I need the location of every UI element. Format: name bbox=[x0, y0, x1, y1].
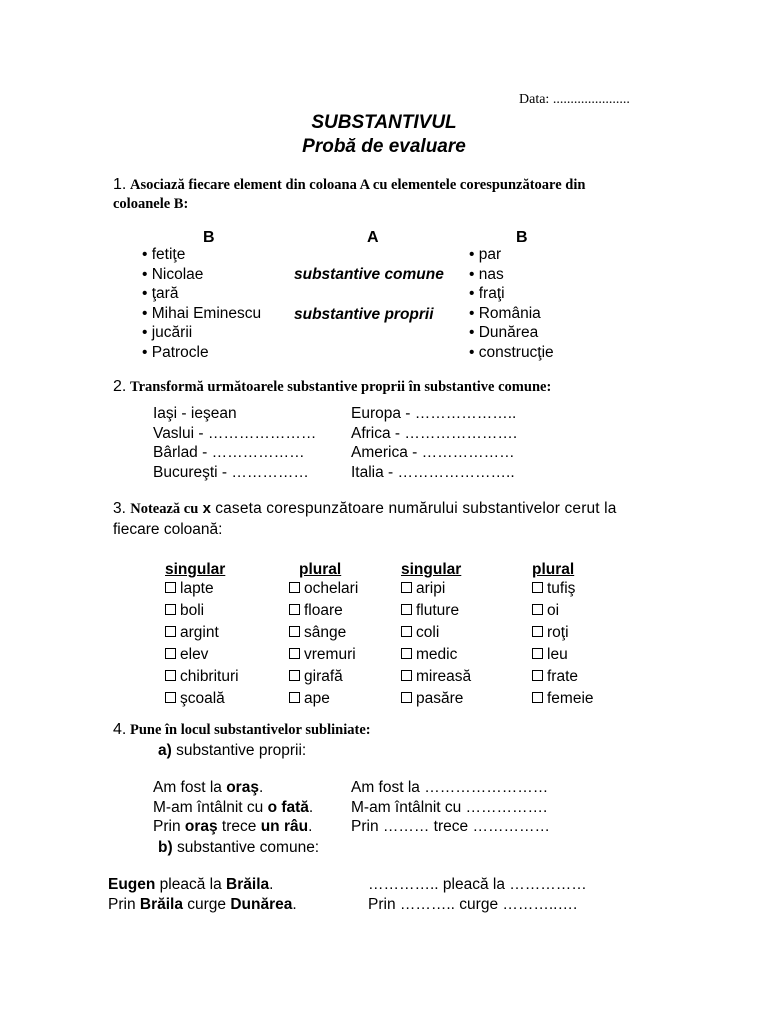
checkbox-label: pasăre bbox=[416, 690, 464, 707]
q4-a-answer: Am fost la …………………… bbox=[351, 779, 549, 796]
page-title: SUBSTANTIVUL bbox=[311, 112, 457, 133]
q1-mid-item: substantive comune bbox=[294, 266, 444, 283]
q4-a-row bbox=[153, 799, 313, 817]
q3-column-2 bbox=[289, 561, 358, 712]
underlined-noun: oraş bbox=[226, 779, 259, 796]
list-item: • construcţie bbox=[469, 343, 554, 361]
sentence-text: Am fost la bbox=[153, 779, 227, 796]
checkbox-item[interactable] bbox=[532, 690, 594, 712]
checkbox-item[interactable] bbox=[401, 690, 471, 712]
checkbox-label: chibrituri bbox=[180, 668, 239, 685]
checkbox-item[interactable] bbox=[165, 646, 239, 668]
checkbox-item[interactable] bbox=[532, 602, 594, 624]
list-item: • România bbox=[469, 304, 541, 322]
checkbox-item[interactable] bbox=[532, 646, 594, 668]
list-item: • Nicolae bbox=[142, 265, 204, 283]
q3-rest: caseta corespunzătoare numărului substantivelor cerut la bbox=[215, 500, 617, 517]
date-field: Data: ...................... bbox=[519, 92, 630, 107]
underlined-noun: Eugen bbox=[108, 876, 156, 893]
checkbox-item[interactable] bbox=[532, 668, 594, 690]
checkbox-icon[interactable] bbox=[165, 648, 176, 659]
q3-column-1 bbox=[165, 561, 239, 712]
q1-instruction-cont bbox=[113, 196, 188, 213]
q4-part-a bbox=[158, 742, 306, 760]
checkbox-icon[interactable] bbox=[532, 604, 543, 615]
checkbox-item[interactable] bbox=[289, 646, 358, 668]
list-item: • ţară bbox=[142, 285, 179, 302]
underlined-noun: un râu bbox=[260, 818, 309, 835]
sentence-text: . bbox=[258, 779, 264, 796]
checkbox-item[interactable] bbox=[165, 624, 239, 646]
q2-instruction-text: Transformă următoarele substantive proprii în substantive comune: bbox=[129, 379, 552, 395]
checkbox-label: sânge bbox=[304, 624, 347, 641]
sentence-text: Prin bbox=[108, 896, 140, 913]
q1-instruction bbox=[113, 176, 585, 194]
underlined-noun: o fată bbox=[267, 799, 309, 816]
checkbox-item[interactable] bbox=[165, 690, 239, 712]
checkbox-icon[interactable] bbox=[532, 692, 543, 703]
list-item: • Mihai Eminescu bbox=[142, 304, 262, 322]
q4-b-row bbox=[108, 896, 297, 914]
checkbox-icon[interactable] bbox=[289, 626, 300, 637]
checkbox-icon[interactable] bbox=[165, 582, 176, 593]
checkbox-icon[interactable] bbox=[401, 604, 412, 615]
checkbox-item[interactable] bbox=[289, 580, 358, 602]
checkbox-icon[interactable] bbox=[289, 692, 300, 703]
checkbox-label: lapte bbox=[180, 580, 214, 597]
sentence-text: . bbox=[269, 876, 274, 893]
checkbox-label: medic bbox=[416, 646, 458, 663]
checkbox-label: femeie bbox=[547, 690, 594, 707]
checkbox-label: fluture bbox=[416, 602, 460, 619]
q2-right-list bbox=[351, 405, 517, 483]
checkbox-icon[interactable] bbox=[532, 648, 543, 659]
list-item: Iaşi - ieşean bbox=[153, 405, 237, 422]
underlined-noun: Brăila bbox=[226, 876, 270, 893]
q1-head-right: B bbox=[516, 229, 528, 246]
list-item: Italia - ………………….. bbox=[351, 463, 515, 481]
q4-b-row bbox=[108, 876, 273, 894]
list-item: • fetiţe bbox=[142, 246, 186, 263]
list-item: • fraţi bbox=[469, 285, 505, 302]
checkbox-item[interactable] bbox=[401, 580, 471, 602]
checkbox-icon[interactable] bbox=[165, 692, 176, 703]
checkbox-label: vremuri bbox=[304, 646, 356, 663]
checkbox-label: oi bbox=[547, 602, 560, 619]
sentence-text: . bbox=[308, 799, 314, 816]
checkbox-item[interactable] bbox=[289, 668, 358, 690]
checkbox-item[interactable] bbox=[289, 624, 358, 646]
list-item: Africa - …………………. bbox=[351, 424, 518, 442]
list-item: Bucureşti - …………… bbox=[153, 463, 309, 481]
q2-instruction bbox=[113, 378, 551, 396]
q1-right-list bbox=[469, 246, 554, 363]
list-item: • Dunărea bbox=[469, 324, 539, 341]
sentence-text: pleacă la bbox=[155, 876, 227, 893]
checkbox-item[interactable] bbox=[401, 602, 471, 624]
underlined-noun: Brăila bbox=[139, 896, 183, 913]
q4-b-text: substantive comune: bbox=[176, 839, 320, 856]
checkbox-icon[interactable] bbox=[532, 582, 543, 593]
checkbox-label: boli bbox=[180, 602, 205, 619]
checkbox-item[interactable] bbox=[165, 602, 239, 624]
q3-column-3 bbox=[401, 561, 471, 712]
checkbox-icon[interactable] bbox=[401, 582, 412, 593]
checkbox-icon[interactable] bbox=[165, 604, 176, 615]
q1-head-mid: A bbox=[367, 229, 379, 246]
checkbox-icon[interactable] bbox=[289, 604, 300, 615]
list-item: Vaslui - ………………… bbox=[153, 424, 317, 442]
checkbox-label: aripi bbox=[416, 580, 446, 597]
checkbox-label: ochelari bbox=[304, 580, 359, 597]
q4-a-label: a) bbox=[158, 742, 172, 759]
checkbox-label: tufiş bbox=[547, 580, 576, 597]
q4-a-row bbox=[153, 779, 263, 797]
q4-b-answer: Prin ……….. curge ………..…. bbox=[368, 896, 578, 913]
checkbox-icon[interactable] bbox=[289, 670, 300, 681]
q1-head-left: B bbox=[203, 229, 215, 246]
checkbox-label: leu bbox=[547, 646, 568, 663]
q3-instruction bbox=[113, 500, 617, 518]
checkbox-icon[interactable] bbox=[401, 648, 412, 659]
checkbox-item[interactable] bbox=[532, 580, 594, 602]
underlined-noun: Dunărea bbox=[230, 896, 293, 913]
checkbox-icon[interactable] bbox=[289, 648, 300, 659]
checkbox-label: mireasă bbox=[416, 668, 472, 685]
checkbox-icon[interactable] bbox=[165, 626, 176, 637]
page-subtitle: Probă de evaluare bbox=[302, 136, 466, 157]
checkbox-icon[interactable] bbox=[165, 670, 176, 681]
checkbox-label: argint bbox=[180, 624, 219, 641]
checkbox-icon[interactable] bbox=[401, 626, 412, 637]
checkbox-label: girafă bbox=[304, 668, 343, 685]
checkbox-icon[interactable] bbox=[289, 582, 300, 593]
q1-instruction-line2: coloanele B: bbox=[113, 196, 189, 212]
checkbox-icon[interactable] bbox=[401, 692, 412, 703]
checkbox-item[interactable] bbox=[165, 668, 239, 690]
q4-b-label: b) bbox=[158, 839, 173, 856]
list-item: Bârlad - ……………… bbox=[153, 444, 305, 461]
q1-left-list bbox=[142, 246, 261, 363]
column-header: singular bbox=[401, 561, 462, 578]
q4-instruction bbox=[113, 721, 371, 739]
q3-lead: Notează cu bbox=[130, 501, 199, 517]
checkbox-label: frate bbox=[547, 668, 579, 685]
sentence-text: curge bbox=[182, 896, 231, 913]
column-header: plural bbox=[299, 561, 342, 578]
column-header: plural bbox=[532, 561, 575, 578]
checkbox-label: coli bbox=[416, 624, 440, 641]
checkbox-icon[interactable] bbox=[532, 670, 543, 681]
checkbox-item[interactable] bbox=[401, 646, 471, 668]
list-item: America - ……………… bbox=[351, 444, 515, 461]
list-item: • Patrocle bbox=[142, 343, 209, 361]
sentence-text: . bbox=[308, 818, 313, 835]
sentence-text: trece bbox=[217, 818, 261, 835]
q1-number: 1. bbox=[113, 176, 127, 193]
q4-instruction-text: Pune în locul substantivelor subliniate: bbox=[129, 722, 371, 738]
q4-a-answer: M-am întâlnit cu ……………. bbox=[351, 799, 548, 816]
q2-number: 2. bbox=[113, 378, 127, 395]
checkbox-label: roţi bbox=[547, 624, 569, 641]
q4-a-answer: Prin ……… trece …………… bbox=[351, 818, 550, 835]
q1-instruction-line1: Asociază fiecare element din coloana A cu elementele corespunzătoare din bbox=[129, 177, 586, 193]
q4-part-b bbox=[158, 839, 319, 857]
list-item: • nas bbox=[469, 265, 504, 283]
checkbox-item[interactable] bbox=[401, 668, 471, 690]
q4-b-answer: ………….. pleacă la …………… bbox=[368, 876, 587, 893]
sentence-text: . bbox=[292, 896, 297, 913]
x-mark-icon: x bbox=[202, 500, 211, 517]
q1-mid-item: substantive proprii bbox=[294, 306, 434, 323]
list-item: • par bbox=[469, 246, 502, 263]
checkbox-item[interactable] bbox=[289, 690, 358, 712]
q3-number: 3. bbox=[113, 500, 126, 517]
list-item: • jucării bbox=[142, 324, 193, 341]
checkbox-icon[interactable] bbox=[401, 670, 412, 681]
checkbox-item[interactable] bbox=[532, 624, 594, 646]
checkbox-label: ape bbox=[304, 690, 330, 707]
sentence-text: Prin bbox=[153, 818, 185, 835]
q3-instruction-cont: fiecare coloană: bbox=[113, 521, 223, 538]
checkbox-item[interactable] bbox=[289, 602, 358, 624]
q4-a-row bbox=[153, 818, 312, 836]
checkbox-label: elev bbox=[180, 646, 209, 663]
checkbox-item[interactable] bbox=[401, 624, 471, 646]
checkbox-item[interactable] bbox=[165, 580, 239, 602]
underlined-noun: oraş bbox=[184, 818, 218, 835]
q4-number: 4. bbox=[113, 721, 127, 738]
sentence-text: M-am întâlnit cu bbox=[153, 799, 268, 816]
checkbox-label: floare bbox=[304, 602, 343, 619]
list-item: Europa - ……………….. bbox=[351, 405, 517, 422]
checkbox-label: şcoală bbox=[180, 690, 225, 707]
checkbox-icon[interactable] bbox=[532, 626, 543, 637]
column-header: singular bbox=[165, 561, 226, 578]
q2-left-list bbox=[153, 405, 316, 483]
q3-column-4 bbox=[532, 561, 594, 712]
q4-a-text: substantive proprii: bbox=[176, 742, 307, 759]
